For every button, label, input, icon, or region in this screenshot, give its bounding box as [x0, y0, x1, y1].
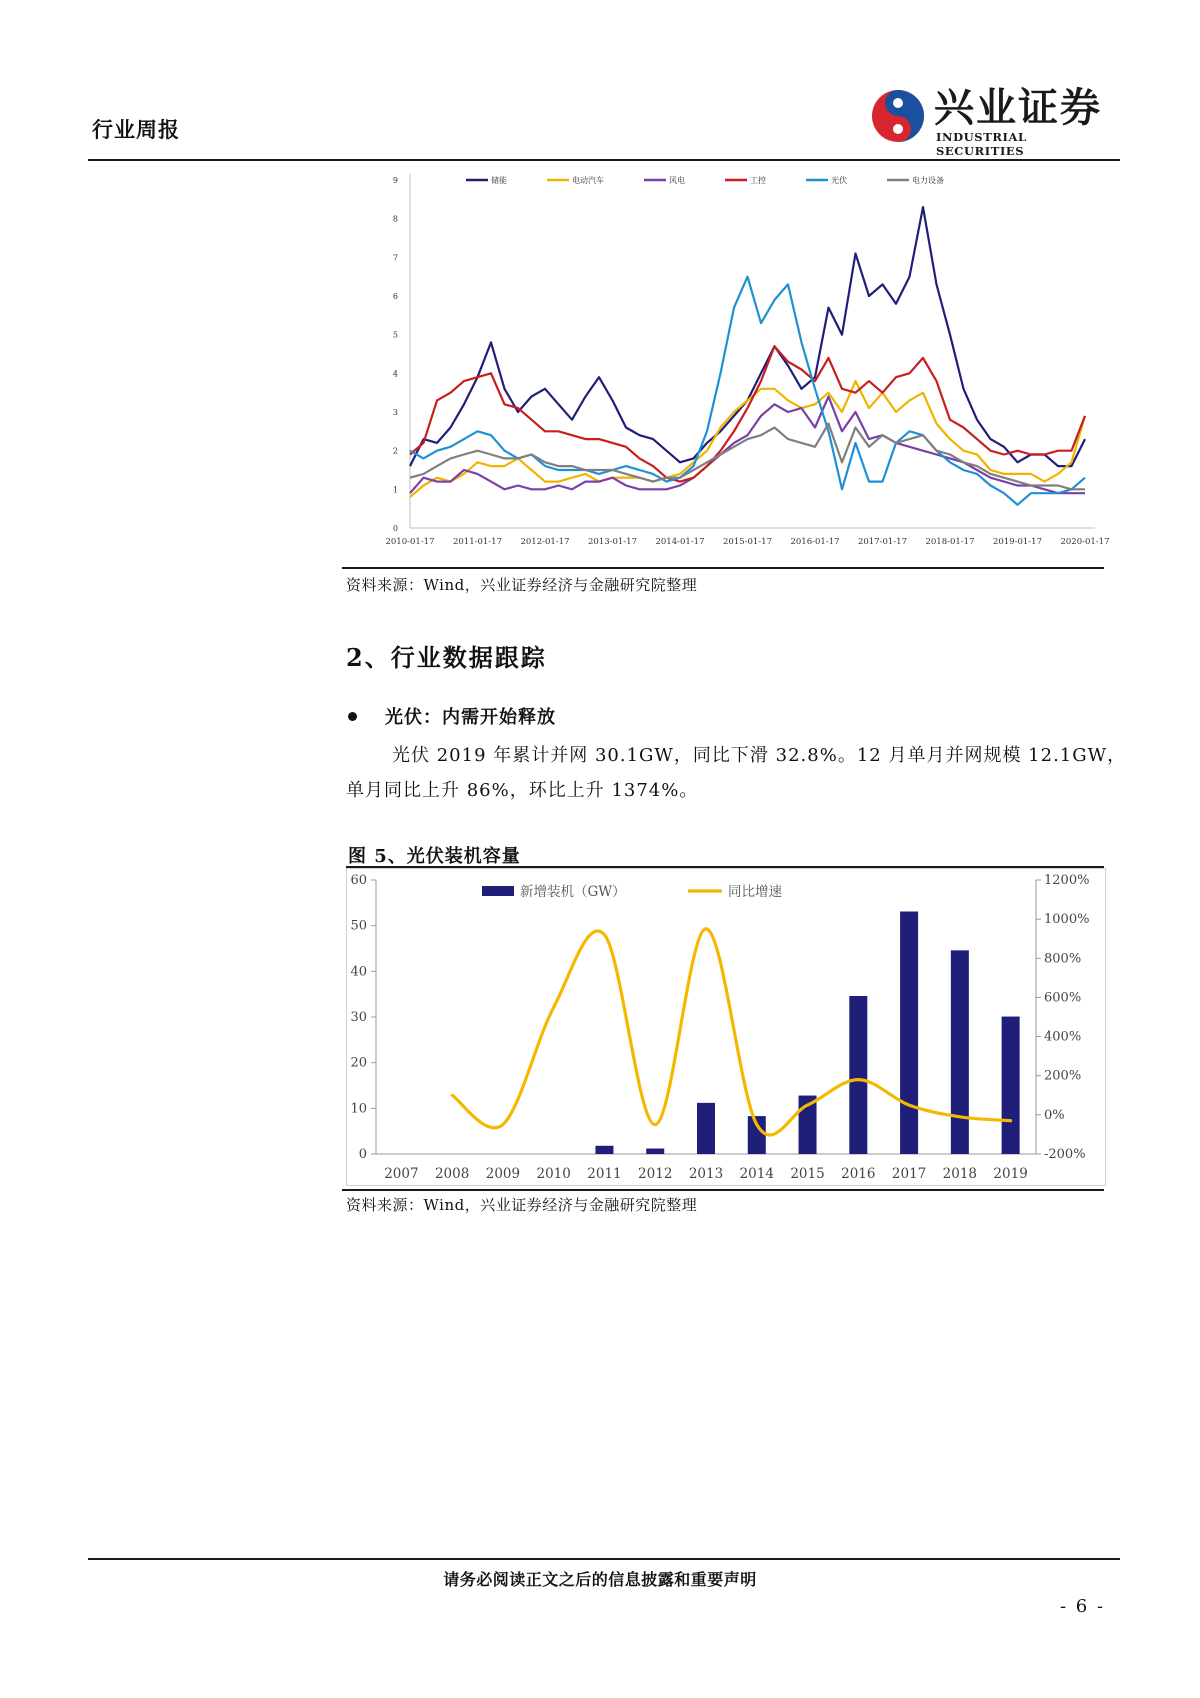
chart2-source-divider — [342, 1189, 1104, 1191]
bullet-dot — [348, 712, 357, 721]
chart1-source-divider — [342, 567, 1104, 569]
chart2-x-tick: 2017 — [891, 1166, 927, 1182]
chart2-legend-bar-swatch — [482, 886, 514, 896]
chart2-y-right-tick: 0% — [1044, 1107, 1065, 1123]
chart2-y-right-tick: 800% — [1044, 951, 1082, 967]
chart2-x-tick: 2018 — [942, 1166, 978, 1182]
chart1-legend-label: 光伏 — [831, 176, 847, 185]
chart1-y-tick: 2 — [392, 446, 398, 456]
chart1-legend-label: 储能 — [491, 176, 507, 185]
chart1-legend-label: 工控 — [750, 176, 766, 185]
chart2-x-tick: 2013 — [688, 1166, 724, 1182]
chart1-series-line — [410, 207, 1085, 466]
chart2-y-right-tick: 1200% — [1044, 873, 1090, 888]
chart1-x-tick: 2011-01-17 — [452, 537, 503, 547]
chart2-y-left-tick: 20 — [350, 1055, 367, 1071]
chart1-x-tick: 2014-01-17 — [655, 537, 705, 547]
chart1-x-tick: 2015-01-17 — [722, 537, 773, 547]
pv-installed-capacity-chart — [346, 868, 1106, 1186]
figure-title: 图 5、光伏装机容量 — [348, 846, 521, 867]
chart1-x-tick: 2018-01-17 — [925, 537, 975, 547]
section-heading: 2、行业数据跟踪 — [346, 643, 547, 672]
chart1-legend-label: 电动汽车 — [572, 176, 604, 185]
header-divider — [88, 159, 1120, 161]
chart1-x-tick: 2013-01-17 — [587, 537, 638, 547]
chart1-source: 资料来源：Wind，兴业证券经济与金融研究院整理 — [346, 576, 698, 594]
chart2-x-tick: 2012 — [638, 1166, 673, 1182]
chart2-y-left-tick: 40 — [350, 964, 367, 980]
chart2-y-right-tick: 1000% — [1044, 912, 1090, 928]
brand-name-en: INDUSTRIAL SECURITIES — [936, 130, 1027, 158]
chart1-y-tick: 6 — [392, 292, 398, 301]
chart2-frame — [347, 869, 1106, 1186]
brand-emblem-icon — [868, 86, 928, 146]
paragraph-line-2: 单月同比上升 86%，环比上升 1374%。 — [346, 780, 699, 801]
chart2-legend-line-label: 同比增速 — [728, 884, 782, 900]
chart1-y-tick: 8 — [392, 214, 398, 224]
chart2-y-left-tick: 50 — [350, 918, 367, 934]
chart2-x-tick: 2008 — [434, 1166, 470, 1182]
chart2-y-left-tick: 0 — [358, 1147, 367, 1162]
brand-logo — [868, 84, 1118, 158]
brand-name-cn: 兴业证券 — [934, 84, 1102, 131]
chart2-source: 资料来源：Wind，兴业证券经济与金融研究院整理 — [346, 1196, 698, 1214]
chart1-x-tick: 2020-01-17 — [1060, 537, 1110, 547]
chart2-x-tick: 2016 — [841, 1166, 876, 1182]
chart1-y-tick: 3 — [392, 408, 398, 417]
chart1-x-tick: 2019-01-17 — [992, 537, 1043, 547]
chart1-x-tick: 2010-01-17 — [385, 537, 435, 547]
chart2-x-tick: 2019 — [993, 1166, 1028, 1182]
chart2-y-right-tick: 200% — [1044, 1068, 1082, 1084]
chart1-legend-label: 电力设备 — [912, 176, 944, 185]
chart1-y-tick: 5 — [392, 330, 398, 340]
chart1-x-tick: 2016-01-17 — [790, 537, 840, 547]
chart2-y-left-tick: 60 — [350, 873, 367, 888]
chart1-y-tick: 7 — [392, 253, 398, 263]
chart2-bar — [900, 912, 918, 1154]
sector-valuation-line-chart — [380, 168, 1110, 560]
page-number: - 6 - — [1060, 1596, 1106, 1617]
chart2-bar — [1002, 1017, 1020, 1154]
chart2-bar — [646, 1149, 664, 1154]
chart2-legend-bar-label: 新增装机（GW） — [520, 884, 626, 900]
footer-divider — [88, 1558, 1120, 1560]
footer-disclaimer: 请务必阅读正文之后的信息披露和重要声明 — [443, 1570, 757, 1589]
chart1-legend-label: 风电 — [669, 176, 685, 185]
chart2-bar — [697, 1103, 715, 1154]
chart1-y-tick: 0 — [392, 524, 398, 533]
chart2-y-right-tick: 600% — [1044, 990, 1082, 1006]
report-type: 行业周报 — [92, 117, 180, 142]
chart1-y-tick: 1 — [392, 485, 398, 495]
paragraph-line-1: 光伏 2019 年累计并网 30.1GW，同比下滑 32.8%。12 月单月并网规模 12.1GW， — [392, 745, 1127, 766]
chart1-x-tick: 2012-01-17 — [520, 537, 570, 547]
chart2-bar — [951, 950, 969, 1154]
chart1-y-tick: 4 — [392, 369, 398, 379]
chart2-y-right-tick: 400% — [1044, 1029, 1082, 1045]
chart2-x-tick: 2007 — [384, 1166, 419, 1182]
chart2-y-right-tick: -200% — [1044, 1147, 1086, 1162]
chart2-x-tick: 2014 — [739, 1166, 774, 1182]
chart2-x-tick: 2015 — [790, 1166, 825, 1182]
chart2-bar — [595, 1146, 613, 1154]
chart2-growth-line — [452, 929, 1010, 1135]
chart2-y-left-tick: 10 — [350, 1101, 367, 1117]
chart2-y-left-tick: 30 — [350, 1010, 367, 1025]
chart2-bar — [849, 996, 867, 1154]
chart2-x-tick: 2011 — [587, 1166, 622, 1182]
chart1-x-tick: 2017-01-17 — [857, 537, 908, 547]
section-subheading: 光伏：内需开始释放 — [385, 707, 556, 728]
chart1-y-tick: 9 — [392, 176, 398, 185]
chart2-x-tick: 2010 — [536, 1166, 571, 1182]
chart2-x-tick: 2009 — [485, 1166, 521, 1182]
